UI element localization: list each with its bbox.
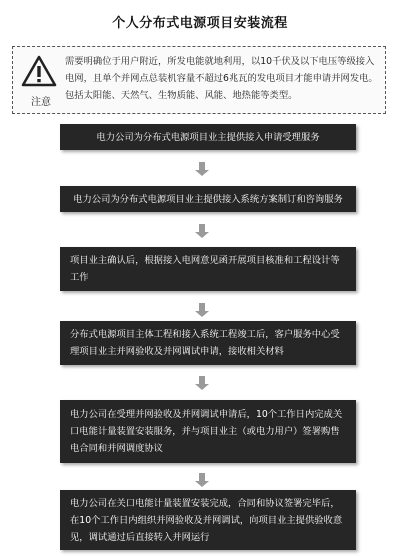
page-title: 个人分布式电源项目安装流程 (112, 16, 288, 31)
step-6 (60, 490, 356, 550)
arrow-3 (194, 303, 210, 317)
step-3-text: 项目业主确认后，根据接入电网意见函开展项目核准和工程设计等工作 (70, 255, 340, 283)
arrow-2 (194, 224, 210, 238)
step-4 (60, 321, 356, 365)
step-4-text: 分布式电源项目主体工程和接入系统工程竣工后，客户服务中心受理项目业主并网验收及并网调试申请，接收相关材料 (70, 329, 340, 357)
arrow-4 (194, 376, 210, 390)
arrow-1 (194, 162, 210, 176)
warning-block (19, 53, 59, 111)
arrow-5 (194, 473, 210, 487)
warning-icon (21, 55, 57, 87)
step-5 (60, 400, 356, 463)
step-2-text: 电力公司为分布式电源项目业主提供接入系统方案制订和咨询服务 (73, 193, 343, 205)
step-6-text: 电力公司在关口电能计量装置安装完成，合同和协议签署完毕后，在10个工作日内组织并网验收及并网调试，向项目业主提供验收意见，调试通过后直接转入并网运行 (70, 497, 343, 543)
step-5-text: 电力公司在受理并网验收及并网调试申请后，10个工作日内完成关口电能计量装置安装服务，并与项目业主（或电力用户）签署购售电合同和并网调度协议 (70, 409, 343, 454)
step-2 (60, 186, 356, 212)
step-3 (60, 247, 356, 291)
step-1 (60, 124, 356, 150)
notice-box (12, 46, 386, 114)
warning-label: 注意 (31, 97, 51, 108)
notice-text: 需要明确位于用户附近，所发电能就地利用，以10千伏及以下电压等级接入电网，且单个并网点总装机容量不超过6兆瓦的发电项目才能申请并网发电。包括太阳能、天然气、生物质能、风能、地热能等类型。 (65, 56, 378, 101)
step-1-text: 电力公司为分布式电源项目业主提供接入申请受理服务 (96, 131, 320, 143)
